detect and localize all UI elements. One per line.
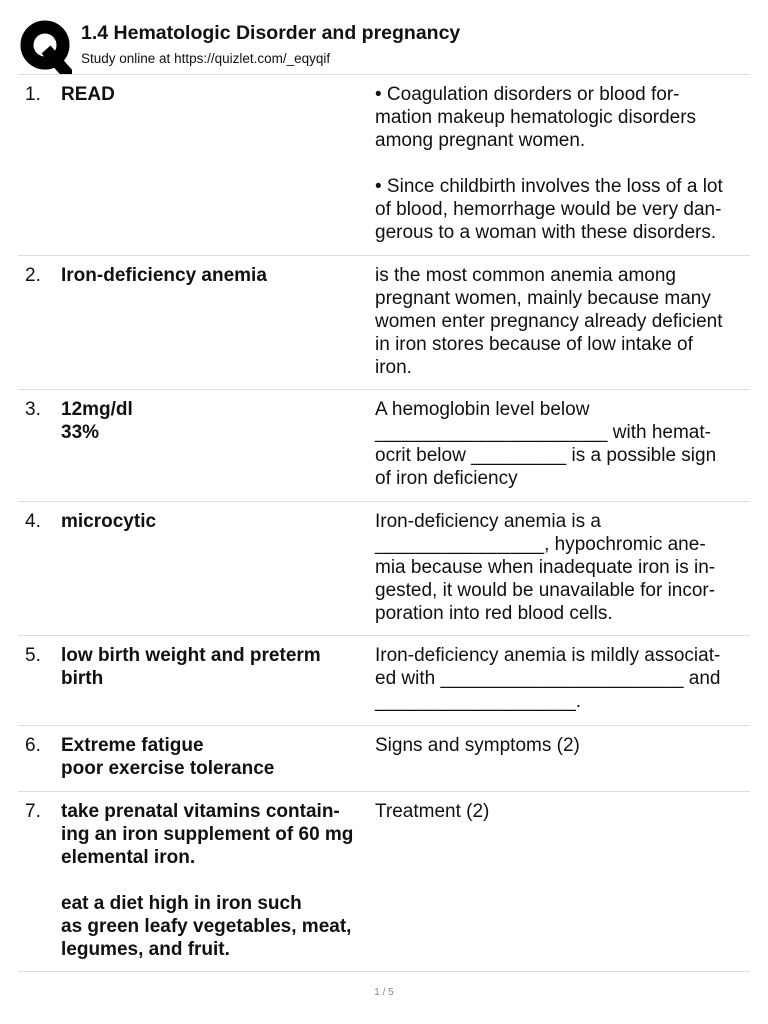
- table-row: [18, 726, 750, 792]
- term-text: Iron-deficiency anemia: [61, 265, 267, 286]
- term-text: take prenatal vitamins contain- ing an iron supplement of 60 mg elemental iron. eat a diet high in iron such as green leafy vegetables, meat, legumes, and fruit.: [61, 801, 354, 960]
- term-text: low birth weight and preterm birth: [61, 645, 321, 689]
- page-title: 1.4 Hematologic Disorder and pregnancy: [81, 22, 461, 44]
- quizlet-logo-icon: [20, 20, 72, 74]
- table-row: [18, 75, 750, 256]
- row-number: 4.: [25, 511, 41, 532]
- definition-text: • Coagulation disorders or blood for- mation makeup hematologic disorders among pregnant women. • Since childbirth involves the loss of a lot of blood, hemorrhage would be very dan- gerous to a woman with these disorders.: [375, 84, 723, 243]
- row-number: 1.: [25, 84, 41, 105]
- term-text: 12mg/dl 33%: [61, 399, 133, 443]
- page-indicator: 1 / 5: [374, 987, 394, 998]
- table-row: [18, 636, 750, 726]
- definition-text: Iron-deficiency anemia is a ________________, hypochromic ane- mia because when inadequate iron is in- gested, it would be unavailable for incor- poration into red blood cells.: [375, 511, 716, 624]
- row-number: 2.: [25, 265, 41, 286]
- definition-text: is the most common anemia among pregnant women, mainly because many women enter pregnancy already deficient in iron stores because of low intake of iron.: [375, 265, 723, 378]
- table-row: [18, 390, 750, 502]
- flashcard-table: [18, 74, 750, 972]
- definition-text: Treatment (2): [375, 801, 490, 822]
- row-number: 5.: [25, 645, 41, 666]
- term-text: Extreme fatigue poor exercise tolerance: [61, 735, 275, 779]
- table-row: [18, 256, 750, 390]
- definition-text: Signs and symptoms (2): [375, 735, 580, 756]
- row-number: 3.: [25, 399, 41, 420]
- table-row: [18, 502, 750, 636]
- term-text: READ: [61, 84, 115, 105]
- definition-text: Iron-deficiency anemia is mildly associat- ed with _______________________ and ___________________.: [375, 645, 721, 712]
- row-number: 6.: [25, 735, 41, 756]
- definition-text: A hemoglobin level below ______________________ with hemat- ocrit below _________ is a possible sign of iron deficiency: [375, 399, 717, 489]
- row-number: 7.: [25, 801, 41, 822]
- table-row: [18, 792, 750, 972]
- study-online-link[interactable]: Study online at https://quizlet.com/_eqyqif: [81, 51, 331, 66]
- term-text: microcytic: [61, 511, 157, 532]
- page-header: [18, 14, 750, 74]
